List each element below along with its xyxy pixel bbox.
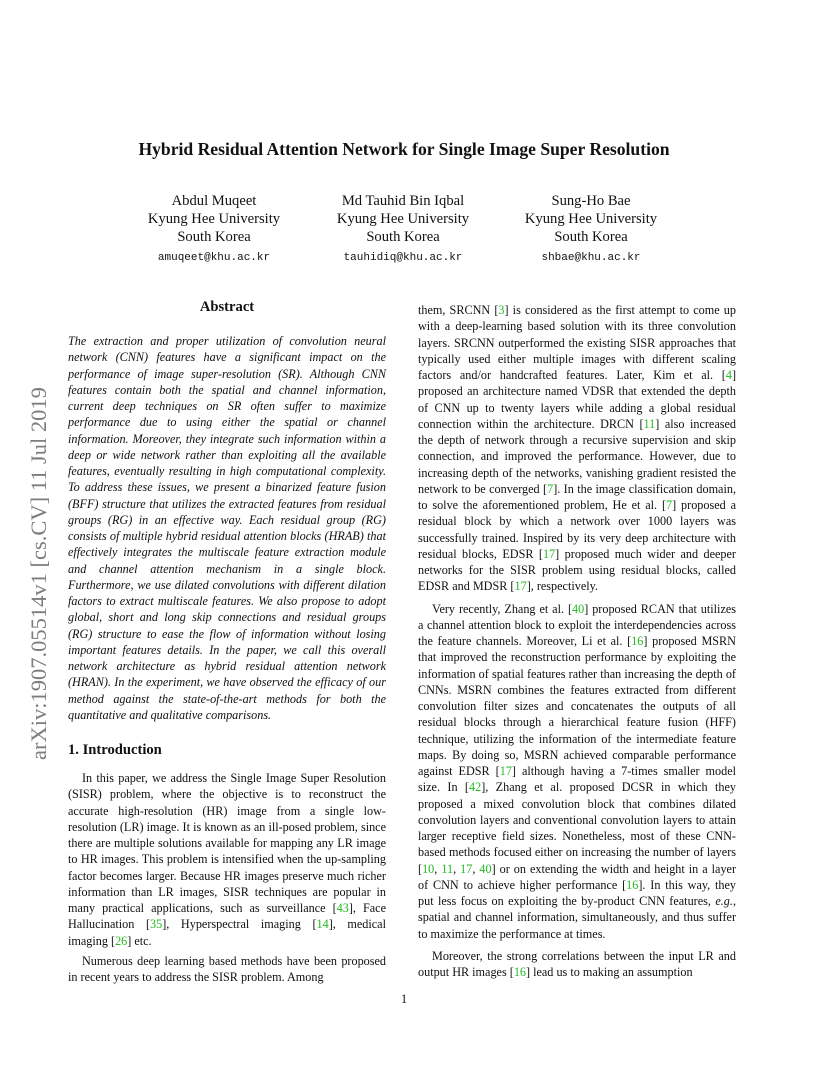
text-run: ], Hyperspectral imaging [	[162, 917, 317, 932]
paragraph	[68, 770, 386, 949]
citation-link[interactable]: 16	[631, 634, 644, 648]
citation-link[interactable]: 35	[150, 917, 163, 932]
author-name: Sung-Ho Bae	[551, 193, 631, 209]
citation-link[interactable]: 26	[115, 933, 128, 948]
paragraph	[418, 601, 736, 942]
author-affiliation: Kyung Hee University	[336, 211, 470, 227]
text-run: ], Zhang et al. proposed DCSR in which they proposed a mixed convolution block that combines dilated convolution layers and conventional convolution layers to attain larger receptive field sizes. Nonetheless, most of these CNN-based methods focused either on increasing the number of layers [	[418, 780, 736, 876]
author-3	[491, 192, 691, 266]
author-email[interactable]: shbae@khu.ac.kr	[541, 252, 641, 264]
text-run: ] proposed a residual block by which a network over 1000 layers was successfully trained. Inspired by its very deep architecture with residual blocks, EDSR [	[418, 498, 736, 561]
right-column-body	[418, 302, 736, 980]
citation-link[interactable]: 11	[441, 861, 454, 876]
text-run: ] proposed an architecture named VDSR that extended the depth of CNN up to twenty layers while adding a global residual connection within the architecture. DRCN [	[418, 368, 736, 431]
text-run: e.g.	[715, 894, 733, 908]
arxiv-identifier: arXiv:1907.05514v1 [cs.CV] 11 Jul 2019	[26, 387, 51, 760]
text-run: Numerous deep learning based methods have been proposed in recent years to address the SISR problem. Among	[68, 953, 386, 984]
citation-link[interactable]: 17	[499, 764, 512, 778]
author-name: Md Tauhid Bin Iqbal	[341, 193, 465, 209]
citation-link[interactable]: 7	[547, 481, 554, 496]
citation-link[interactable]: 17	[542, 546, 556, 561]
citation-link[interactable]: 4	[725, 368, 732, 382]
paper-title: Hybrid Residual Attention Network for Single Image Super Resolution	[138, 139, 670, 159]
introduction-heading: 1. Introduction	[68, 742, 162, 758]
citation-link[interactable]: 7	[666, 498, 673, 512]
citation-link[interactable]: 10	[422, 861, 435, 876]
text-run: ] proposed RCAN that utilizes a channel attention block to exploit the interdependencies across the feature channels. Moreover, Li et al. [	[418, 601, 737, 648]
author-affiliation: Kyung Hee University	[147, 211, 281, 227]
citation-link[interactable]: 43	[336, 901, 349, 915]
author-email[interactable]: tauhidiq@khu.ac.kr	[343, 252, 463, 264]
text-run: ] or on extending the width and height in a layer of CNN to achieve higher performance [	[418, 861, 737, 892]
author-country: South Korea	[554, 229, 628, 245]
text-run: ]. In this way, they put less focus on exploiting the by-product CNN features,	[418, 877, 736, 908]
citation-link[interactable]: 11	[643, 416, 656, 431]
author-country: South Korea	[366, 229, 440, 245]
paragraph	[418, 948, 736, 981]
author-1	[114, 192, 314, 266]
citation-link[interactable]: 40	[479, 861, 492, 876]
text-run: ], Face Hallucination [	[68, 901, 386, 932]
text-run: ] lead us to making an assumption	[526, 965, 693, 979]
paragraph	[68, 953, 386, 986]
page-number: 1	[400, 992, 408, 1006]
citation-link[interactable]: 3	[498, 303, 505, 317]
paragraph	[418, 302, 736, 595]
text-run: them, SRCNN [	[418, 303, 499, 317]
citation-link[interactable]: 17	[460, 861, 473, 876]
citation-link[interactable]: 40	[572, 601, 585, 616]
text-run: ] etc.	[127, 933, 152, 948]
text-run: Moreover, the strong correlations between the input LR and output HR images [	[418, 948, 736, 979]
author-name: Abdul Muqeet	[171, 193, 257, 209]
text-run: ,	[472, 861, 480, 876]
text-run: ,	[453, 861, 461, 876]
text-run: , spatial and channel information, simultaneously, and thus suffer to maximize the performance at times.	[418, 894, 736, 941]
citation-link[interactable]: 16	[626, 877, 639, 892]
text-run: ] although having a 7-times smaller model size. In [	[418, 764, 737, 795]
author-email[interactable]: amuqeet@khu.ac.kr	[157, 252, 271, 264]
author-2	[303, 192, 503, 266]
text-run: ] proposed much wider and deeper networks for the SISR problem using residual blocks, called EDSR and MDSR [	[418, 546, 736, 594]
author-affiliation: Kyung Hee University	[524, 211, 658, 227]
citation-link[interactable]: 17	[514, 579, 527, 594]
citation-link[interactable]: 42	[469, 780, 482, 795]
text-run: Very recently, Zhang et al. [	[432, 601, 573, 616]
text-run: ] is considered as the first attempt to come up with a deep-learning based solution with its three convolution layers. SRCNN outperformed the existing SISR approaches that typically used either multiple images with different scaling factors and/or handcrafted features. Later, Kim et al. [	[418, 303, 736, 382]
citation-link[interactable]: 14	[316, 917, 329, 932]
text-run: ,	[434, 861, 442, 876]
text-run: In this paper, we address the Single Image Super Resolution (SISR) problem, where the objective is to reconstruct the accurate high-resolution (HR) image from a single low-resolution (LR) image. It is known as an ill-posed problem, since there are multiple solutions available for mapping any LR image to HR images. This problem is intensified when the up-sampling factor becomes larger. Because HR images preserve much richer information than LR images, SISR techniques are popular in many practical applications, such as surveillance [	[68, 771, 386, 915]
text-run: ], medical imaging [	[68, 917, 386, 948]
text-run: ]. In the image classification domain, to solve the aforementioned problem, He et al. [	[418, 481, 736, 512]
text-run: ] also increased the depth of network through a recursive supervision and skip connection, and improved the performance. However, due to increasing depth of the networks, vanishing gradient resisted the network to be converged [	[418, 416, 736, 496]
abstract-text: The extraction and proper utilization of convolution neural network (CNN) features have a significant impact on the performance of image super-resolution (SR). Although CNN features contain both the spatial and channel information, current deep techniques on SR often suffer to maximize performance due to using either the spatial or channel information. Moreover, they integrate such information within a deep or wide network rather than exploiting all the available features, eventually resulting in high computational complexity. To address these issues, we present a binarized feature fusion (BFF) structure that utilizes the extracted features from residual groups (RG) in an effective way. Each residual group (RG) consists of multiple hybrid residual attention blocks (HRAB) that effectively integrates the multiscale feature extraction module and channel attention mechanism in a single block. Furthermore, we use dilated convolutions with different dilation factors to extract multiscale features. We also propose to adopt global, short and long skip connections and residual groups (RG) structure to ease the flow of information without losing important features details. In the paper, we call this overall network architecture as hybrid residual attention network (HRAN). In the experiment, we have observed the efficacy of our method against the state-of-the-art methods for both the quantitative and qualitative comparisons.	[68, 334, 386, 722]
citation-link[interactable]: 16	[513, 965, 526, 979]
text-run: ], respectively.	[526, 579, 598, 594]
introduction-body	[68, 770, 386, 985]
author-country: South Korea	[177, 229, 251, 245]
abstract-heading: Abstract	[199, 299, 255, 315]
text-run: ] proposed MSRN that improved the reconstruction performance by exploiting the information of spatial features rather than increasing the depth of CNNs. MSRN combines the features extracted from different convolution filter sizes and concatenates the outputs of all residual blocks through a hierarchical feature fusion (HFF) technique, utilizing the information of the intermediate feature maps. By doing so, MSRN achieved comparable performance against EDSR [	[418, 634, 736, 778]
